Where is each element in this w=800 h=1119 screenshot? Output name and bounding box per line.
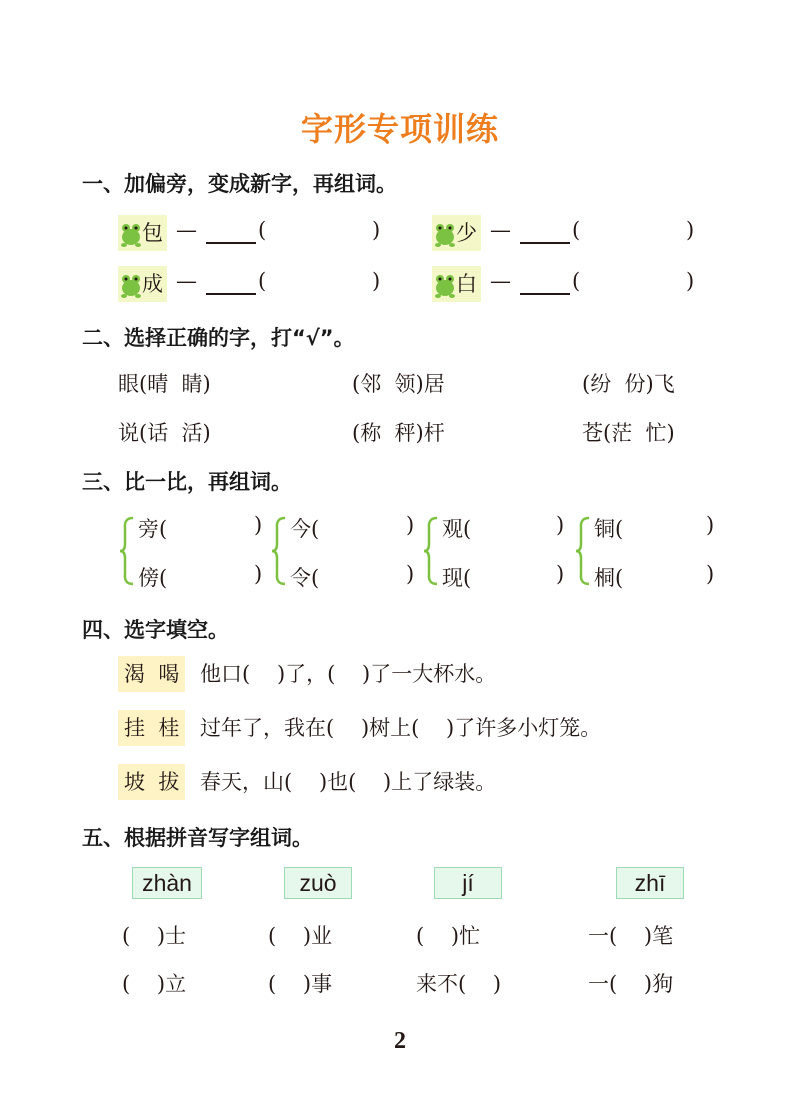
char-chip <box>118 266 167 302</box>
section-2-heading: 二、选择正确的字，打“√”。 <box>82 326 355 350</box>
s1-item <box>118 266 167 302</box>
choice-item[interactable]: 眼(晴 睛) <box>118 372 211 396</box>
choice-item[interactable]: (邻 领)居 <box>352 372 445 396</box>
paren-close: ) <box>406 513 415 537</box>
s1-dash: — <box>490 269 511 293</box>
fill-sentence[interactable]: 春天，山( )也( )上了绿装。 <box>200 770 497 794</box>
compare-char: 傍( <box>138 566 168 590</box>
word-blank[interactable]: ( )事 <box>268 972 333 996</box>
s1-dash: — <box>176 218 197 242</box>
answer-blank[interactable] <box>520 222 570 244</box>
compare-char: 观( <box>442 517 472 541</box>
s1-item <box>118 215 167 251</box>
pinyin-chip: jí <box>434 867 502 899</box>
paren-close: ) <box>254 562 263 586</box>
compare-char: 令( <box>290 566 320 590</box>
page-title: 字形专项训练 <box>300 110 499 148</box>
fill-sentence[interactable]: 过年了，我在( )树上( )了许多小灯笼。 <box>200 716 602 740</box>
pinyin-chip: zuò <box>284 867 352 899</box>
frog-icon <box>120 273 142 299</box>
s1-item <box>432 215 481 251</box>
char-chip <box>432 215 481 251</box>
paren-open: ( <box>258 218 267 242</box>
compare-char: 旁( <box>138 517 168 541</box>
answer-blank[interactable] <box>520 273 570 295</box>
pinyin-chip: zhàn <box>132 867 202 899</box>
choice-item[interactable]: (称 秤)杆 <box>352 421 445 445</box>
s1-item <box>432 266 481 302</box>
brace-icon <box>422 516 440 586</box>
section-1-heading: 一、加偏旁，变成新字，再组词。 <box>82 172 397 196</box>
paren-close: ) <box>556 513 565 537</box>
frog-icon <box>434 222 456 248</box>
paren-close: ) <box>372 218 381 242</box>
s1-dash: — <box>490 218 511 242</box>
char-chip <box>432 266 481 302</box>
base-char: 包 <box>142 221 163 245</box>
word-blank[interactable]: 一( )狗 <box>588 972 674 996</box>
frog-icon <box>120 222 142 248</box>
word-blank[interactable]: ( )立 <box>122 972 187 996</box>
brace-icon <box>270 516 288 586</box>
fill-row <box>118 764 496 800</box>
brace-icon <box>118 516 136 586</box>
paren-close: ) <box>372 269 381 293</box>
fill-row <box>118 710 601 746</box>
base-char: 白 <box>456 272 477 296</box>
paren-close: ) <box>406 562 415 586</box>
word-blank[interactable]: ( )忙 <box>416 924 481 948</box>
answer-blank[interactable] <box>206 222 256 244</box>
compare-char: 今( <box>290 517 320 541</box>
choice-chars: 坡 拔 <box>118 764 185 800</box>
compare-char: 现( <box>442 566 472 590</box>
section-5-heading: 五、根据拼音写字组词。 <box>82 826 313 850</box>
paren-close: ) <box>706 562 715 586</box>
fill-row <box>118 656 496 692</box>
frog-icon <box>434 273 456 299</box>
word-blank[interactable]: ( )业 <box>268 924 333 948</box>
section-4-heading: 四、选字填空。 <box>82 618 229 642</box>
paren-close: ) <box>254 513 263 537</box>
choice-chars: 渴 喝 <box>118 656 185 692</box>
char-chip <box>118 215 167 251</box>
compare-char: 铜( <box>594 517 624 541</box>
answer-blank[interactable] <box>206 273 256 295</box>
paren-close: ) <box>686 218 695 242</box>
paren-close: ) <box>706 513 715 537</box>
s1-dash: — <box>176 269 197 293</box>
choice-item[interactable]: 说(话 活) <box>118 421 211 445</box>
pinyin-chip: zhī <box>616 867 684 899</box>
section-3-heading: 三、比一比，再组词。 <box>82 470 292 494</box>
paren-open: ( <box>572 269 581 293</box>
paren-close: ) <box>556 562 565 586</box>
word-blank[interactable]: 来不( ) <box>416 972 502 996</box>
choice-chars: 挂 桂 <box>118 710 185 746</box>
base-char: 成 <box>142 272 163 296</box>
choice-item[interactable]: (纷 份)飞 <box>582 372 675 396</box>
paren-open: ( <box>258 269 267 293</box>
paren-close: ) <box>686 269 695 293</box>
paren-open: ( <box>572 218 581 242</box>
word-blank[interactable]: ( )士 <box>122 924 187 948</box>
choice-item[interactable]: 苍(茫 忙) <box>582 421 675 445</box>
word-blank[interactable]: 一( )笔 <box>588 924 674 948</box>
brace-icon <box>574 516 592 586</box>
base-char: 少 <box>456 221 477 245</box>
page-number: 2 <box>394 1028 406 1054</box>
fill-sentence[interactable]: 他口( )了，( )了一大杯水。 <box>200 662 497 686</box>
compare-char: 桐( <box>594 566 624 590</box>
